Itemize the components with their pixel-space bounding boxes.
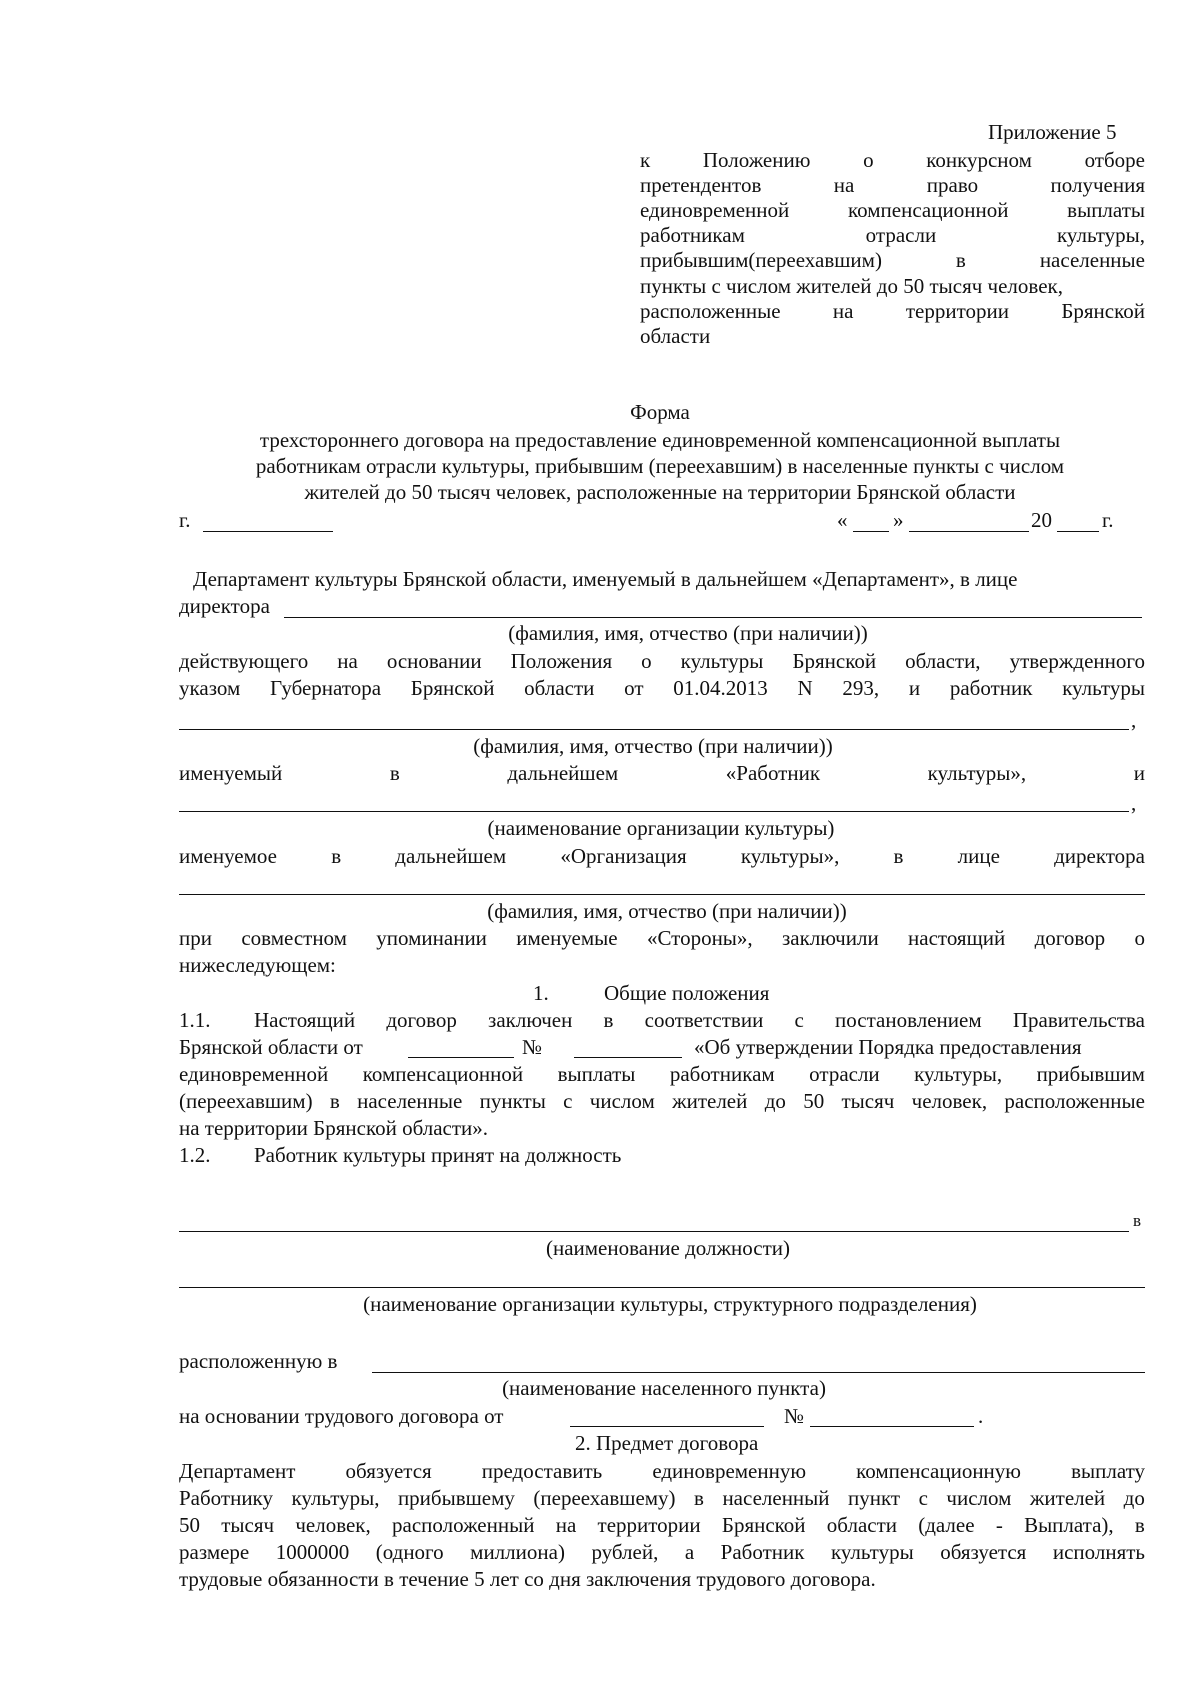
section1-title: Общие положения <box>604 981 770 1005</box>
word: Правительства <box>1012 1008 1145 1032</box>
word: на <box>337 649 358 673</box>
word: Губернатора <box>270 676 382 700</box>
word: прибывшим <box>1036 1062 1145 1086</box>
word: 293, <box>842 676 880 700</box>
hint-settlement: (наименование населенного пункта) <box>502 1376 826 1400</box>
appendix-word: населенные <box>1039 248 1145 272</box>
word: 1000000 <box>275 1540 350 1564</box>
word: от <box>624 676 644 700</box>
form-title-line-3: жителей до 50 тысяч человек, расположенные на территории Брянской области <box>304 480 1016 504</box>
dept-line-2: директора <box>179 594 270 618</box>
appendix-word: единовременной <box>640 198 790 222</box>
word: тысяч <box>841 1089 895 1113</box>
p11-line-2b: № <box>522 1035 543 1059</box>
word: миллиона) <box>470 1540 565 1564</box>
word: и <box>1133 761 1145 785</box>
word: дальнейшем <box>395 844 507 868</box>
date-year-blank <box>1057 531 1099 532</box>
position-blank <box>179 1231 1129 1232</box>
word: на <box>555 1513 577 1537</box>
word: пункты <box>479 1089 546 1113</box>
word: культуры», <box>927 761 1027 785</box>
word: утвержденного <box>1009 649 1145 673</box>
date-close-quote: » <box>893 508 904 532</box>
word: области <box>524 676 595 700</box>
word: жителей <box>672 1089 748 1113</box>
word: компенсационную <box>856 1459 1021 1483</box>
word: прибывшему <box>397 1486 515 1510</box>
word: 50 <box>803 1089 825 1113</box>
appendix-word: культуры, <box>1056 223 1145 247</box>
appendix-word: прибывшим(переехавшим) <box>640 248 882 272</box>
word: именуемые <box>516 926 618 950</box>
p12-text: Работник культуры принят на должность <box>254 1143 622 1167</box>
word: Положения <box>510 649 613 673</box>
appendix-word: в <box>955 248 966 272</box>
word: компенсационной <box>362 1062 524 1086</box>
appendix-word: отрасли <box>865 223 937 247</box>
appendix-word: на <box>832 299 854 323</box>
appendix-word: расположенные <box>640 299 781 323</box>
appendix-word: к <box>640 148 651 172</box>
word: (переехавшему) <box>533 1486 676 1510</box>
word: Настоящий <box>254 1008 356 1032</box>
word: работник <box>949 676 1033 700</box>
word: выплату <box>1071 1459 1145 1483</box>
word: рублей, <box>591 1540 659 1564</box>
settlement-blank <box>372 1372 1145 1373</box>
word: (далее <box>918 1513 975 1537</box>
word: до <box>764 1089 786 1113</box>
word: пункт <box>848 1486 901 1510</box>
word: человек, <box>295 1513 371 1537</box>
word: (одного <box>375 1540 444 1564</box>
p11-line-1 <box>254 1007 1145 1033</box>
word: населенные <box>357 1089 463 1113</box>
word: отрасли <box>809 1062 880 1086</box>
word: тысяч <box>221 1513 275 1537</box>
word: заключен <box>488 1008 573 1032</box>
word: в <box>389 761 400 785</box>
date-suffix: г. <box>1102 508 1114 532</box>
word: дальнейшем <box>507 761 619 785</box>
org-director-blank <box>179 894 1145 895</box>
word: заключили <box>782 926 879 950</box>
word: культуры <box>680 649 764 673</box>
hint-org-director-fio: (фамилия, имя, отчество (при наличии)) <box>487 899 847 923</box>
date-year-prefix: 20 <box>1031 508 1052 532</box>
p11-line-3 <box>179 1061 1145 1087</box>
worker-name-blank <box>179 729 1129 730</box>
contract-no-label: № <box>784 1404 805 1428</box>
contract-basis-label: на основании трудового договора от <box>179 1404 504 1428</box>
appendix-word: Положению <box>702 148 811 172</box>
word: Работник <box>720 1540 805 1564</box>
word: обязуется <box>345 1459 432 1483</box>
dept-line-1: Департамент культуры Брянской области, именуемый в дальнейшем «Департамент», в лице <box>193 567 1018 591</box>
word: о <box>1134 926 1145 950</box>
named-worker-line <box>179 760 1145 786</box>
appendix-line-3 <box>640 197 1145 223</box>
s2-line-3 <box>179 1512 1145 1538</box>
word: именуемое <box>179 844 277 868</box>
appendix-line-8 <box>640 323 710 349</box>
date-month-blank <box>909 531 1029 532</box>
date-open-quote: « <box>837 508 848 532</box>
basis-line-1 <box>179 648 1145 674</box>
word: действующего <box>179 649 309 673</box>
word: размере <box>179 1540 250 1564</box>
appendix-word: выплаты <box>1067 198 1145 222</box>
date-day-blank <box>853 531 889 532</box>
word: лице <box>957 844 1000 868</box>
word: с <box>563 1089 573 1113</box>
word: - <box>995 1513 1003 1537</box>
word: упоминании <box>376 926 487 950</box>
p12-in: в <box>1133 1211 1142 1230</box>
word: и <box>908 676 921 700</box>
word: в <box>331 844 342 868</box>
hint-position: (наименование должности) <box>545 1236 791 1260</box>
director-name-blank <box>284 617 1142 618</box>
org-comma: , <box>1131 791 1137 815</box>
joint-line-2: нижеследующем: <box>179 953 336 977</box>
word: расположенный <box>392 1513 535 1537</box>
p11-line-5: на территории Брянской области». <box>179 1116 489 1140</box>
word: в <box>603 1008 614 1032</box>
appendix-word: Брянской <box>1061 299 1145 323</box>
section1-number: 1. <box>533 981 549 1005</box>
appendix-line-4 <box>640 222 1145 248</box>
appendix-word: получения <box>1050 173 1145 197</box>
word: жителей <box>1029 1486 1106 1510</box>
word: населенный <box>722 1486 830 1510</box>
word: при <box>179 926 212 950</box>
named-org-line <box>179 843 1145 869</box>
s2-line-4 <box>179 1539 1145 1565</box>
word: настоящий <box>908 926 1006 950</box>
appendix-line-7 <box>640 298 1145 324</box>
word: работникам <box>669 1062 775 1086</box>
appendix-line-5 <box>640 247 1145 273</box>
word: договор <box>1034 926 1106 950</box>
hint-org-name: (наименование организации культуры) <box>487 816 835 840</box>
word: до <box>1123 1486 1145 1510</box>
city-blank <box>203 531 333 532</box>
word: N <box>797 676 813 700</box>
word: предоставить <box>481 1459 603 1483</box>
word: соответствии <box>644 1008 764 1032</box>
word: 01.04.2013 <box>673 676 768 700</box>
hint-org-unit: (наименование организации культуры, структурного подразделения) <box>363 1292 977 1316</box>
word: Брянской <box>410 676 495 700</box>
word: расположенные <box>1004 1089 1145 1113</box>
appendix-title: Приложение 5 <box>988 120 1117 144</box>
s2-line-1 <box>179 1458 1145 1484</box>
appendix-line-6 <box>640 273 1063 299</box>
word: исполнять <box>1052 1540 1145 1564</box>
contract-period: . <box>978 1404 984 1428</box>
hint-director-fio: (фамилия, имя, отчество (при наличии)) <box>508 621 868 645</box>
word: о <box>641 649 652 673</box>
appendix-word: претендентов <box>640 173 762 197</box>
p12-number: 1.2. <box>179 1143 211 1167</box>
appendix-word: пункты с числом жителей до 50 тысяч человек, <box>640 274 1063 298</box>
appendix-word: конкурсном <box>926 148 1032 172</box>
hint-worker-fio: (фамилия, имя, отчество (при наличии)) <box>473 734 833 758</box>
word: Выплата), <box>1024 1513 1114 1537</box>
word: культуры <box>1062 676 1145 700</box>
section2-title: 2. Предмет договора <box>575 1431 759 1455</box>
decree-number-blank <box>574 1057 682 1058</box>
appendix-word: право <box>926 173 979 197</box>
word: культуры, <box>291 1486 380 1510</box>
appendix-word: области <box>640 324 711 348</box>
word: именуемый <box>179 761 283 785</box>
word: культуры, <box>914 1062 1003 1086</box>
org-name-blank <box>179 811 1129 812</box>
word: указом <box>179 676 241 700</box>
appendix-line-1 <box>640 147 1145 173</box>
joint-line-1 <box>179 925 1145 951</box>
org-unit-blank <box>179 1287 1145 1288</box>
word: числом <box>589 1089 655 1113</box>
contract-date-blank <box>570 1426 764 1427</box>
word: культуры», <box>740 844 840 868</box>
word: совместном <box>241 926 347 950</box>
p11-line-4 <box>179 1088 1145 1114</box>
word: 50 <box>179 1513 200 1537</box>
contract-number-blank <box>810 1426 974 1427</box>
word: выплаты <box>557 1062 636 1086</box>
word: единовременную <box>652 1459 807 1483</box>
p11-line-2a: Брянской области от <box>179 1035 363 1059</box>
form-heading: Форма <box>630 400 690 424</box>
word: Работнику <box>179 1486 273 1510</box>
word: Брянской <box>721 1513 806 1537</box>
word: «Стороны», <box>646 926 753 950</box>
form-title-line-1: трехстороннего договора на предоставление единовременной компенсационной выплаты <box>259 428 1061 452</box>
word: договор <box>386 1008 457 1032</box>
worker-comma: , <box>1131 708 1137 732</box>
appendix-word: отборе <box>1084 148 1145 172</box>
word: «Организация <box>560 844 687 868</box>
word: с <box>794 1008 804 1032</box>
word: в <box>1134 1513 1145 1537</box>
word: Департамент <box>179 1459 296 1483</box>
word: обязуется <box>940 1540 1027 1564</box>
word: в <box>694 1486 704 1510</box>
appendix-word: на <box>833 173 855 197</box>
word: «Работник <box>725 761 821 785</box>
word: человек, <box>911 1089 988 1113</box>
word: единовременной <box>179 1062 329 1086</box>
word: области, <box>905 649 981 673</box>
appendix-word: территории <box>905 299 1009 323</box>
word: в <box>329 1089 340 1113</box>
word: основании <box>386 649 482 673</box>
appendix-word: о <box>863 148 874 172</box>
word: в <box>893 844 904 868</box>
word: области <box>826 1513 897 1537</box>
word: числом <box>946 1486 1012 1510</box>
word: территории <box>597 1513 701 1537</box>
appendix-word: компенсационной <box>848 198 1009 222</box>
appendix-line-2 <box>640 172 1145 198</box>
form-title-line-2: работникам отрасли культуры, прибывшим (переехавшим) в населенные пункты с числом <box>255 454 1065 478</box>
word: Брянской <box>792 649 877 673</box>
word: директора <box>1054 844 1145 868</box>
p11-number: 1.1. <box>179 1008 211 1032</box>
word: (переехавшим) <box>179 1089 313 1113</box>
word: постановлением <box>835 1008 982 1032</box>
s2-line-2 <box>179 1485 1145 1511</box>
p11-line-2c: «Об утверждении Порядка предоставления <box>694 1035 1082 1059</box>
located-in-label: расположенную в <box>179 1349 338 1373</box>
basis-line-2 <box>179 675 1145 701</box>
word: с <box>918 1486 928 1510</box>
word: культуры <box>830 1540 914 1564</box>
s2-line-5: трудовые обязанности в течение 5 лет со дня заключения трудового договора. <box>179 1567 876 1591</box>
decree-date-blank <box>408 1057 514 1058</box>
appendix-word: работникам <box>640 223 745 247</box>
word: а <box>684 1540 695 1564</box>
city-prefix: г. <box>179 508 191 532</box>
